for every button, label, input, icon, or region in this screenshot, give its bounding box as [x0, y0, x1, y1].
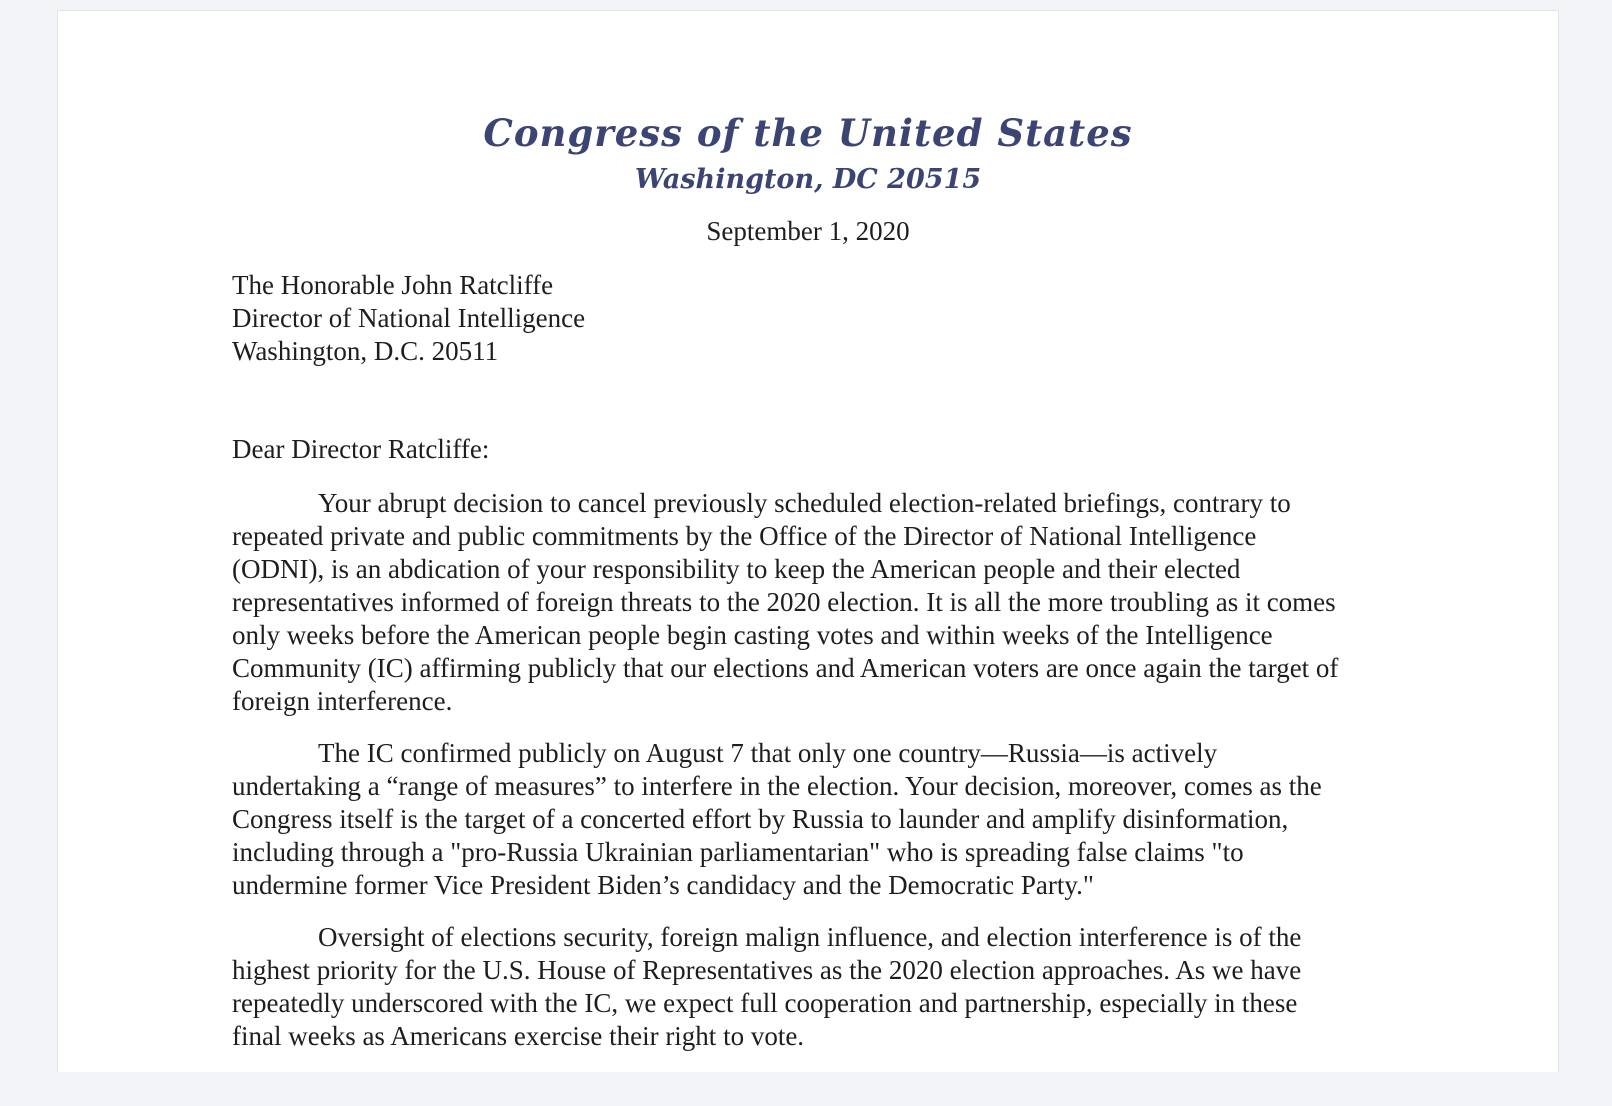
viewer-bottom-strip: [0, 1072, 1612, 1106]
paragraph-1: Your abrupt decision to cancel previously scheduled election-related briefings, contrary to repeated private and public commitments by the Office of the Director of National Intelligence (ODNI), is an abdication of your responsibility to keep the American people and their elected representatives informed of foreign threats to the 2020 election. It is all the more troubling as it comes only weeks before the American people begin casting votes and within weeks of the Intelligence Community (IC) affirming publicly that our elections and American voters are once again the target of foreign interference.: [232, 488, 1339, 716]
addressee-line-2: Director of National Intelligence: [232, 303, 586, 333]
letter-page: [57, 10, 1559, 1100]
salutation: Dear Director Ratcliffe:: [232, 434, 490, 464]
letter-date: September 1, 2020: [706, 216, 910, 246]
paragraph-2: The IC confirmed publicly on August 7 that only one country—Russia—is actively undertaking a “range of measures” to interfere in the election. Your decision, moreover, comes as the Congress itself is the target of a concerted effort by Russia to launder and amplify disinformation, including through a "pro-Russia Ukrainian parliamentarian" who is spreading false claims "to undermine former Vice President Biden’s candidacy and the Democratic Party.": [232, 738, 1322, 900]
addressee-line-3: Washington, D.C. 20511: [232, 336, 499, 366]
letterhead-title: Congress of the United States: [483, 111, 1133, 155]
letterhead-subtitle: Washington, DC 20515: [634, 164, 982, 195]
addressee-line-1: The Honorable John Ratcliffe: [232, 270, 554, 300]
paragraph-3: Oversight of elections security, foreign malign influence, and election interference is of the highest priority for the U.S. House of Representatives as the 2020 election approaches. As we have repeatedly underscored with the IC, we expect full cooperation and partnership, especially in these final weeks as Americans exercise their right to vote.: [232, 922, 1302, 1051]
addressee-block: [232, 269, 932, 368]
